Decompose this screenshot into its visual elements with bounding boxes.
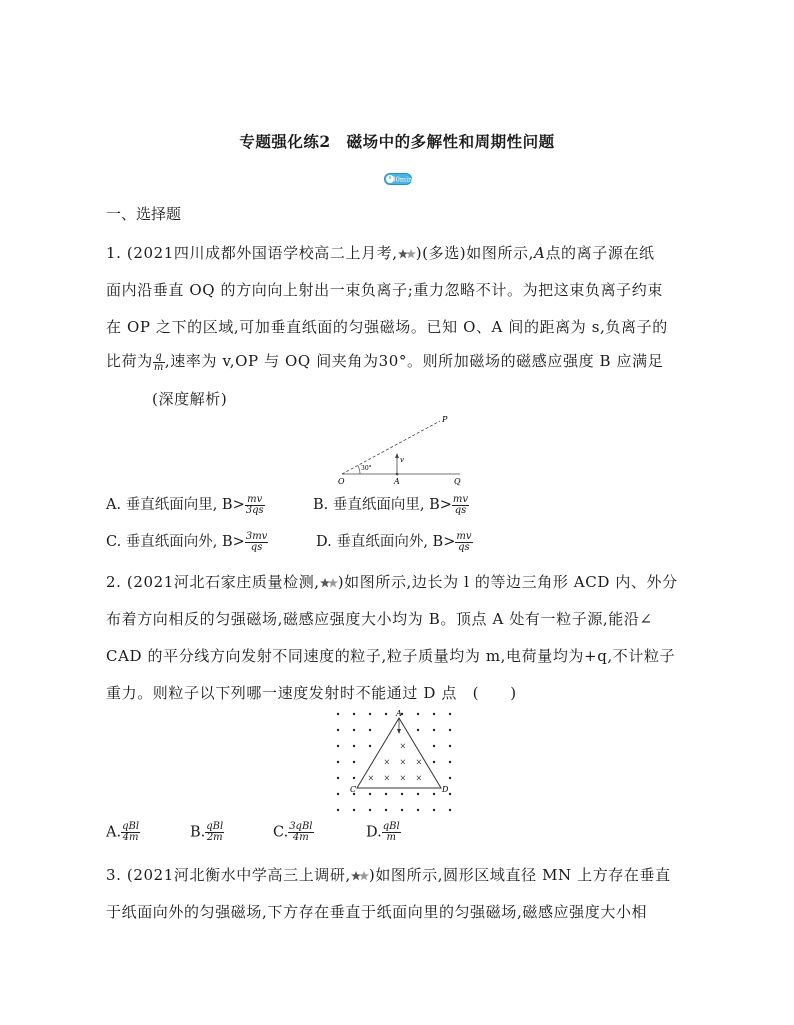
q1-analysis-note: (深度解析) — [152, 390, 228, 408]
page-title: 专题强化练2 磁场中的多解性和周期性问题 — [239, 132, 555, 151]
q1-line-3: 在 OP 之下的区域,可加垂直纸面的匀强磁场。已知 O、A 间的距离为 s,负离子的 — [106, 318, 668, 336]
difficulty-stars-icon — [398, 248, 416, 260]
field-dot-mark — [385, 713, 387, 715]
field-cross-mark: × — [367, 773, 375, 783]
q2-line-3: CAD 的平分线方向发射不同速度的粒子,粒子质量均为 m,电荷量均为+q,不计粒子 — [106, 647, 676, 665]
q2-option-a[interactable]: A. $\frac{\text{qBl}}{4m}$ — [106, 821, 140, 843]
field-dot-mark — [449, 777, 451, 779]
field-dot-mark — [369, 793, 371, 795]
q2-line-4: 重力。则粒子以下列哪一速度发射时不能通过 D 点 ( ) — [106, 684, 517, 702]
field-dot-mark — [401, 809, 403, 811]
field-dot-mark — [433, 793, 435, 795]
field-dot-mark — [369, 729, 371, 731]
field-cross-mark: × — [399, 757, 407, 767]
section-heading: 一、选择题 — [106, 205, 182, 223]
difficulty-stars-icon — [351, 870, 369, 882]
q1-line-1: 1. (2021四川成都外国语学校高二上月考, )(多选)如图所示,A点的离子源在纸 — [106, 244, 655, 262]
q1-option-b[interactable]: B. 垂直纸面向里, B> $\frac{mv}{qs}$ — [313, 493, 469, 516]
field-dot-mark — [385, 793, 387, 795]
q3-line-1: 3. (2021河北衡水中学高三上调研, )如图所示,圆形区域直径 MN 上方存在垂直 — [106, 866, 671, 884]
q1-label-v: v — [400, 456, 404, 464]
field-dot-mark — [353, 713, 355, 715]
charge-mass-ratio: $\frac{q}{m}$ — [153, 350, 164, 373]
q1-option-a[interactable]: A. 垂直纸面向里, B> $\frac{mv}{3qs}$ — [106, 493, 264, 516]
q1-line-2: 面内沿垂直 OQ 的方向向上射出一束负离子;重力忽略不计。为把这束负离子约束 — [106, 281, 663, 299]
field-dot-mark — [449, 793, 451, 795]
q1-option-c[interactable]: C. 垂直纸面向外, B> $\frac{3mv}{qs}$ — [106, 530, 268, 553]
q1-line-4: 比荷为 $\frac{q}{m}$ ,速率为 v,OP 与 OQ 间夹角为30°。则所加磁场的磁感应强度 B 应满足 — [106, 350, 664, 373]
q1-label-O: O — [338, 477, 345, 486]
field-dot-mark — [449, 745, 451, 747]
field-dot-mark — [337, 809, 339, 811]
field-cross-mark: × — [383, 773, 391, 783]
field-dot-mark — [369, 809, 371, 811]
q2-label-C: C — [350, 785, 357, 794]
field-dot-mark — [417, 793, 419, 795]
field-dot-mark — [337, 777, 339, 779]
field-cross-mark: × — [399, 741, 407, 751]
q2-label-D: D — [442, 785, 449, 794]
field-dot-mark — [417, 713, 419, 715]
field-dot-mark — [449, 809, 451, 811]
q1-option-d[interactable]: D. 垂直纸面向外, B> $\frac{mv}{qs}$ — [316, 530, 472, 553]
field-dot-mark — [433, 729, 435, 731]
timer-label: 30min — [391, 175, 412, 184]
q2-line-1: 2. (2021河北石家庄质量检测, )如图所示,边长为 l 的等边三角形 ACD 内、外分 — [106, 573, 678, 591]
field-dot-mark — [401, 793, 403, 795]
field-dot-mark — [337, 793, 339, 795]
q1-label-A: A — [394, 477, 400, 486]
field-dot-mark — [433, 745, 435, 747]
field-dot-mark — [353, 761, 355, 763]
q1-label-angle: 30° — [361, 465, 372, 472]
q2-option-b[interactable]: B. $\frac{\text{qBl}}{2m}$ — [190, 821, 224, 843]
q2-option-d[interactable]: D. $\frac{\text{qBl}}{m}$ — [366, 821, 400, 843]
field-dot-mark — [449, 761, 451, 763]
field-dot-mark — [353, 745, 355, 747]
q2-line-2: 布着方向相反的匀强磁场,磁感应强度大小均为 B。顶点 A 处有一粒子源,能沿∠ — [106, 610, 653, 628]
field-dot-mark — [353, 777, 355, 779]
field-dot-mark — [353, 729, 355, 731]
q2-option-c[interactable]: C. $\frac{\text{3qBl}}{4m}$ — [273, 821, 313, 843]
field-cross-mark: × — [383, 757, 391, 767]
field-dot-mark — [433, 713, 435, 715]
field-dot-mark — [337, 761, 339, 763]
field-cross-mark: × — [399, 773, 407, 783]
q3-line-2: 于纸面向外的匀强磁场,下方存在垂直于纸面向里的匀强磁场,磁感应强度大小相 — [106, 903, 648, 921]
field-dot-mark — [449, 729, 451, 731]
field-dot-mark — [369, 713, 371, 715]
field-dot-mark — [449, 713, 451, 715]
field-dot-mark — [433, 809, 435, 811]
field-dot-mark — [369, 745, 371, 747]
field-dot-mark — [417, 809, 419, 811]
field-dot-mark — [337, 729, 339, 731]
field-dot-mark — [337, 745, 339, 747]
q1-figure — [330, 412, 470, 488]
field-dot-mark — [417, 729, 419, 731]
field-dot-mark — [353, 809, 355, 811]
field-dot-mark — [337, 713, 339, 715]
q1-label-P: P — [442, 415, 448, 424]
difficulty-stars-icon — [320, 577, 338, 589]
q2-label-A: A — [396, 709, 402, 718]
field-dot-mark — [385, 809, 387, 811]
timer-icon — [384, 173, 412, 185]
q1-label-Q: Q — [454, 477, 461, 486]
q2-figure — [330, 708, 460, 818]
field-cross-mark: × — [415, 757, 423, 767]
field-cross-mark: × — [415, 773, 423, 783]
field-dot-mark — [433, 761, 435, 763]
